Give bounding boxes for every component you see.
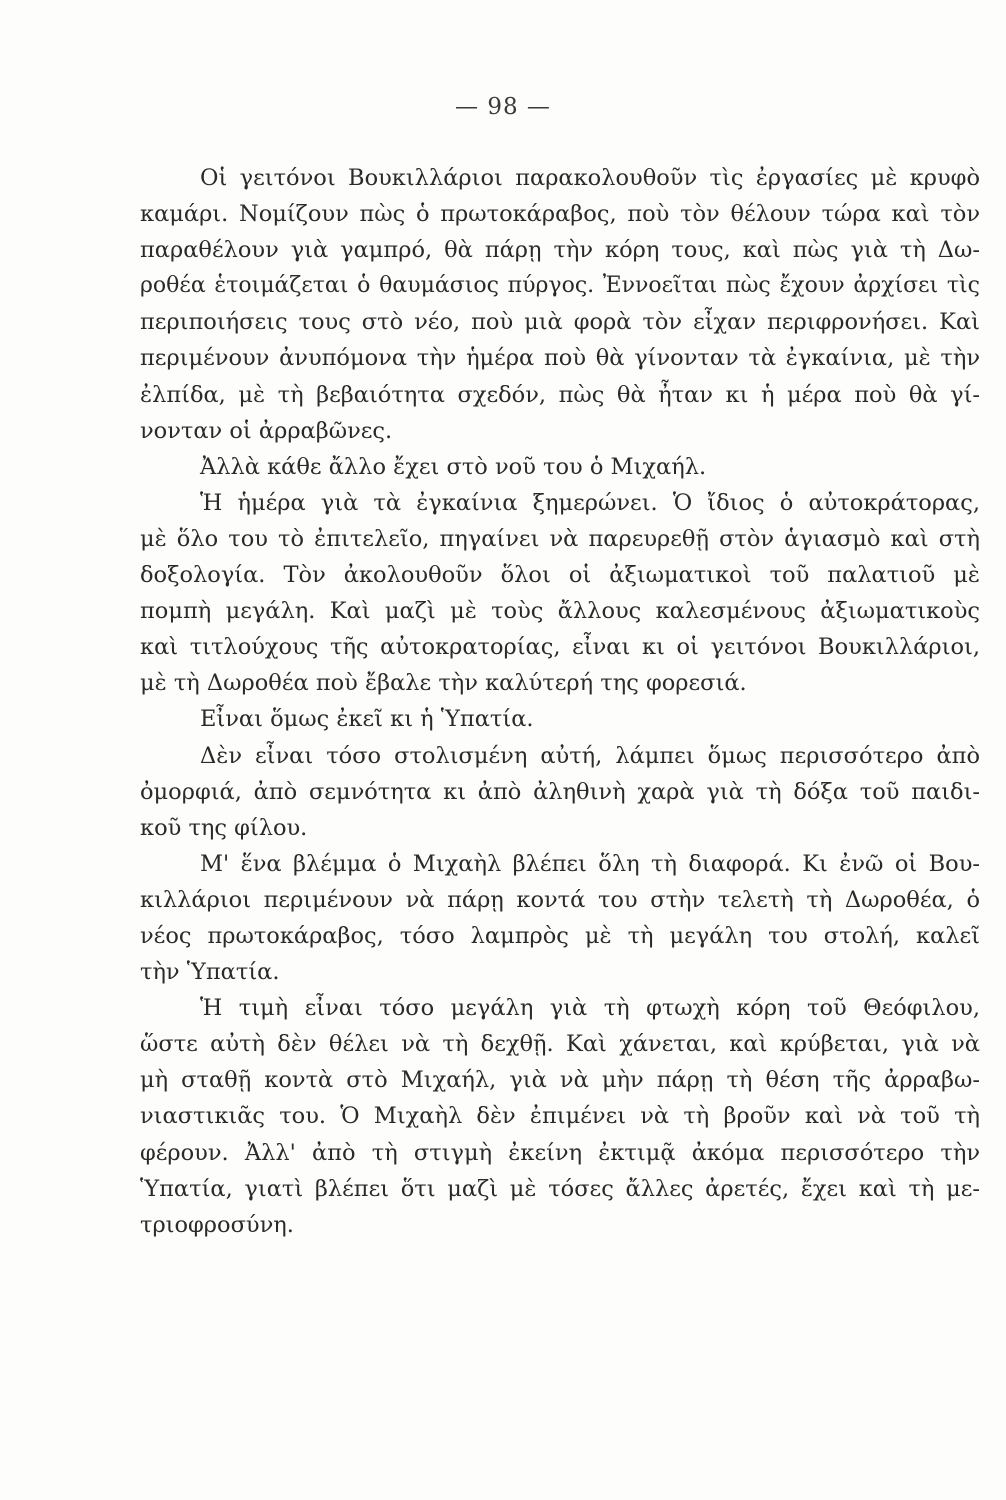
text-line: Ἡ τιμὴ εἶναι τόσο μεγάλη γιὰ τὴ φτωχὴ κόρη τοῦ Θεόφιλου, bbox=[200, 995, 980, 1022]
text-line: παραθέλουν γιὰ γαμπρό, θὰ πάρῃ τὴν κόρη τους, καὶ πὼς γιὰ τὴ Δω- bbox=[140, 237, 980, 264]
text-line: καὶ τιτλούχους τῆς αὐτοκρατορίας, εἶναι κι οἱ γειτόνοι Βουκιλλάριοι, bbox=[140, 634, 980, 661]
text-line: ροθέα ἑτοιμάζεται ὁ θαυμάσιος πύργος. Ἐννοεῖται πὼς ἔχουν ἀρχίσει τὶς bbox=[140, 273, 980, 299]
text-line: καμάρι. Νομίζουν πὼς ὁ πρωτοκάραβος, ποὺ τὸν θέλουν τώρα καὶ τὸν bbox=[140, 201, 980, 228]
text-line: Οἱ γειτόνοι Βουκιλλάριοι παρακολουθοῦν τὶς ἐργασίες μὲ κρυφὸ bbox=[200, 165, 980, 191]
body-text bbox=[140, 160, 980, 1243]
text-line: κοῦ της φίλου. bbox=[140, 814, 308, 841]
text-line: ὀμορφιά, ἀπὸ σεμνότητα κι ἀπὸ ἀληθινὴ χαρὰ γιὰ τὴ δόξα τοῦ παιδι- bbox=[140, 778, 980, 805]
text-line: Δὲν εἶναι τόσο στολισμένη αὐτή, λάμπει ὅμως περισσότερο ἀπὸ bbox=[200, 742, 980, 769]
text-line: μὲ τὴ Δωροθέα ποὺ ἔβαλε τὴν καλύτερή της φορεσιά. bbox=[140, 670, 747, 697]
text-line: ἐλπίδα, μὲ τὴ βεβαιότητα σχεδόν, πὼς θὰ ἦταν κι ἡ μέρα ποὺ θὰ γί- bbox=[140, 381, 980, 408]
text-line: περιποιήσεις τους στὸ νέο, ποὺ μιὰ φορὰ τὸν εἶχαν περιφρονήσει. Καὶ bbox=[140, 309, 980, 336]
text-line: τὴν Ὑπατία. bbox=[140, 959, 280, 986]
text-line: φέρουν. Ἀλλ' ἀπὸ τὴ στιγμὴ ἐκείνη ἐκτιμᾷ ἀκόμα περισσότερο τὴν bbox=[140, 1139, 980, 1166]
text-line: δοξολογία. Τὸν ἀκολουθοῦν ὅλοι οἱ ἀξιωματικοὶ τοῦ παλατιοῦ μὲ bbox=[140, 562, 980, 589]
text-line: μὴ σταθῇ κοντὰ στὸ Μιχαήλ, γιὰ νὰ μὴν πάρῃ τὴ θέση τῆς ἀρραβω- bbox=[140, 1067, 980, 1094]
text-line: μὲ ὅλο του τὸ ἐπιτελεῖο, πηγαίνει νὰ παρευρεθῇ στὸν ἁγιασμὸ καὶ στὴ bbox=[140, 525, 980, 552]
text-line: πομπὴ μεγάλη. Καὶ μαζὶ μὲ τοὺς ἄλλους καλεσμένους ἀξιωματικοὺς bbox=[140, 598, 980, 625]
text-line: Ἀλλὰ κάθε ἄλλο ἔχει στὸ νοῦ του ὁ Μιχαήλ. bbox=[200, 453, 707, 480]
text-line: τριοφροσύνη. bbox=[140, 1211, 294, 1238]
text-line: νιαστικιᾶς του. Ὁ Μιχαὴλ δὲν ἐπιμένει νὰ τὴ βροῦν καὶ νὰ τοῦ τὴ bbox=[140, 1103, 980, 1130]
text-line: περιμένουν ἀνυπόμονα τὴν ἡμέρα ποὺ θὰ γίνονταν τὰ ἐγκαίνια, μὲ τὴν bbox=[140, 345, 980, 372]
text-line: κιλλάριοι περιμένουν νὰ πάρῃ κοντά του στὴν τελετὴ τὴ Δωροθέα, ὁ bbox=[140, 886, 980, 913]
text-line: νέος πρωτοκάραβος, τόσο λαμπρὸς μὲ τὴ μεγάλη του στολή, καλεῖ bbox=[140, 922, 980, 949]
text-line: Ἡ ἡμέρα γιὰ τὰ ἐγκαίνια ξημερώνει. Ὁ ἴδιος ὁ αὐτοκράτορας, bbox=[200, 489, 980, 516]
text-line: Ὑπατία, γιατὶ βλέπει ὅτι μαζὶ μὲ τόσες ἄλλες ἀρετές, ἔχει καὶ τὴ με- bbox=[140, 1175, 980, 1202]
text-line: ὥστε αὐτὴ δὲν θέλει νὰ τὴ δεχθῇ. Καὶ χάνεται, καὶ κρύβεται, γιὰ νὰ bbox=[140, 1031, 980, 1058]
text-line: Μ' ἕνα βλέμμα ὁ Μιχαὴλ βλέπει ὅλη τὴ διαφορά. Κι ἐνῶ οἱ Βου- bbox=[200, 850, 980, 877]
text-line: Εἶναι ὅμως ἐκεῖ κι ἡ Ὑπατία. bbox=[200, 706, 534, 733]
text-line: νονταν οἱ ἀρραβῶνες. bbox=[140, 417, 393, 444]
page-number: — 98 — bbox=[455, 94, 551, 120]
